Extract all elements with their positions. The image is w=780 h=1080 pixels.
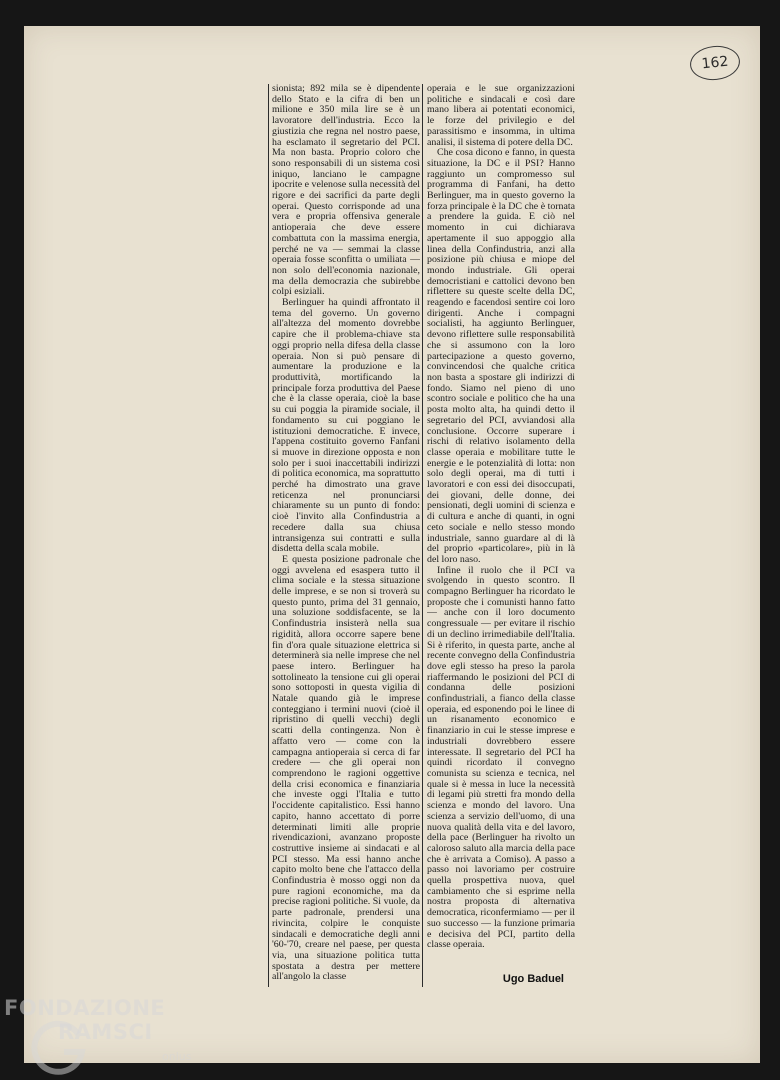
author-signature: Ugo Baduel [502, 973, 564, 985]
article-column-left [272, 84, 420, 984]
watermark-onlus: onlus [162, 1050, 192, 1063]
column-rule-right [422, 84, 423, 987]
watermark-line1: FONDAZIONE [4, 996, 166, 1020]
fondazione-gramsci-watermark [4, 996, 204, 1080]
paragraph: E questa posizione padronale che oggi avvelena ed esaspera tutto il clima sociale e la stessa situazione delle imprese, e se non si troverà su questo punto, prima del 31 gennaio, una soluzione soddisfacente, se la Confindustria insisterà nella sua rigidità, allora occorre sapere bene fin d'ora quale situazione elettrica si determinerà sia nelle imprese che nel paese intero. Berlinguer ha sottolineato la tensione cui gli operai sono sottoposti in questa vigilia di Natale quando già le imprese conteggiano i termini nuovi (cioè il ripristino di quelli vecchi) degli scatti della contingenza. Non è affatto vero — come con la campagna antioperaia si cerca di far credere — che gli operai non comprendono le ragioni oggettive della crisi economica e finanziaria che investe oggi l'Italia e tutto l'occidente capitalistico. Essi hanno capito, hanno accettato di porre determinati limiti alle proprie rivendicazioni, avanzano proposte costruttive insieme ai sindacati e al PCI stesso. Ma essi hanno anche capito molto bene che l'attacco della Confindustria è mosso oggi non da pure ragioni economiche, ma da precise ragioni politiche. Si vuole, da parte padronale, prendersi una rivincita, colpire le conquiste sindacali e democratiche degli anni '60-'70, creare nel paese, per questa via, una situazione politica tutta spostata a destra per mettere all'angolo la classe [272, 553, 420, 983]
watermark-line2: RAMSCI [58, 1020, 153, 1044]
paragraph: Che cosa dicono e fanno, in questa situazione, la DC e il PSI? Hanno raggiunto un compromesso sul programma di Fanfani, ha detto Berlinguer, ma in questo governo la forza principale è la DC che è tornata a prendere la guida. E ciò nel momento in cui dichiarava apertamente il suo appoggio alla linea della Confindustria, anzi alla posizione più chiusa e miope del mondo industriale. Gli operai democristiani e cattolici devono ben riflettere su queste scelte della DC, reagendo e facendosi sentire coi loro dirigenti. Anche i compagni socialisti, ha aggiunto Berlinguer, devono riflettere sulle responsabilità che si assumono con la loro partecipazione a questo governo, convincendosi che qualche critica non basta a spostare gli indirizzi di fondo. Siamo nel pieno di uno scontro sociale e politico che ha una posta molto alta, ha quindi detto il segretario del PCI, avviandosi alla conclusione. Occorre superare i rischi di relativo isolamento della classe operaia e mobilitare tutte le energie e le potenzialità di lotta: non solo degli operai, ma di tutti i lavoratori e con essi dei disoccupati, dei giovani, delle donne, dei pensionati, degli uomini di scienza e di cultura e anche di quanti, in ogni ceto sociale e nello stesso mondo industriale, sanno guardare al di là del proprio «particolare», più in là del loro naso. [427, 147, 575, 565]
column-rule-left [268, 84, 269, 987]
paragraph: sionista; 892 mila se è dipendente dello Stato e la cifra di ben un milione e 350 mila lire se è un lavoratore dell'industria. Ecco la giustizia che regna nel nostro paese, ha esclamato il segretario del PCI. Ma non basta. Proprio coloro che sono responsabili di un sistema così iniquo, lanciano le campagne ipocrite e velenose sulla necessità del rigore e dei sacrifici da parte degli operai. Questo corrisponde ad una vera e propria offensiva generale antioperaia che deve essere combattuta con la massima energia, perché ne va — semmai la classe operaia fosse sconfitta o umiliata — non solo dell'economia nazionale, ma della democrazia che subirebbe colpi esiziali. [272, 84, 420, 298]
paragraph: operaia e le sue organizzazioni politiche e sindacali e così dare mano libera ai potentati economici, le forze del privilegio e del parassitismo e insomma, in ultima analisi, il sistema di potere della DC. [427, 84, 575, 148]
paragraph: Infine il ruolo che il PCI va svolgendo in questo scontro. Il compagno Berlinguer ha ricordato le proposte che i comunisti hanno fatto — anche con il loro documento congressuale — per evitare il rischio di un declino irrimediabile dell'Italia. Si è riferito, in questa parte, anche al recente convegno della Confindustria dove egli stesso ha preso la parola riaffermando le posizioni del PCI di condanna delle posizioni confindustriali, a fianco della classe operaia, ed esponendo poi le linee di un risanamento economico e finanziario in cui le stesse imprese e industriali dovrebbero essere interessate. Il segretario del PCI ha quindi ricordato il convegno comunista su scienza e tecnica, nel quale si è messa in luce la necessità di legami più stretti fra mondo della scienza e mondo del lavoro. Una scienza a servizio dell'uomo, di una nuova qualità della vita e del lavoro, della pace (Berlinguer ha rivolto un caloroso saluto alla marcia della pace che è arrivata a Comiso). A passo a passo noi lavoriamo per costruire quella prospettiva nuova, quel cambiamento che si esprime nella nostra proposta di alternativa democratica, riconfermiamo — per il suo successo — la funzione primaria e decisiva del PCI, partito della classe operaia. [427, 564, 575, 951]
paragraph: Berlinguer ha quindi affrontato il tema del governo. Un governo all'altezza del momento dovrebbe capire che il problema-chiave sta oggi proprio nella difesa della classe operaia. Non si può pensare di aumentare la produzione e la produttività, mortificando la principale forza produttiva del Paese che è la classe operaia, cioè la base su cui poggia la piramide sociale, il fondamento su cui poggiano le istituzioni democratiche. E invece, l'appena costituito governo Fanfani si muove in direzione opposta e non solo per i suoi inaccettabili indirizzi di politica economica, ma soprattutto perché ha dimostrato una grave reticenza nel pronunciarsi chiaramente su un punto di fondo: cioè l'invito alla Confindustria a recedere dalla sua chiusa intransigenza sui contratti e sulla disdetta della scala mobile. [272, 297, 420, 555]
article-column-right [427, 84, 575, 984]
archive-number-text: 162 [700, 53, 730, 73]
